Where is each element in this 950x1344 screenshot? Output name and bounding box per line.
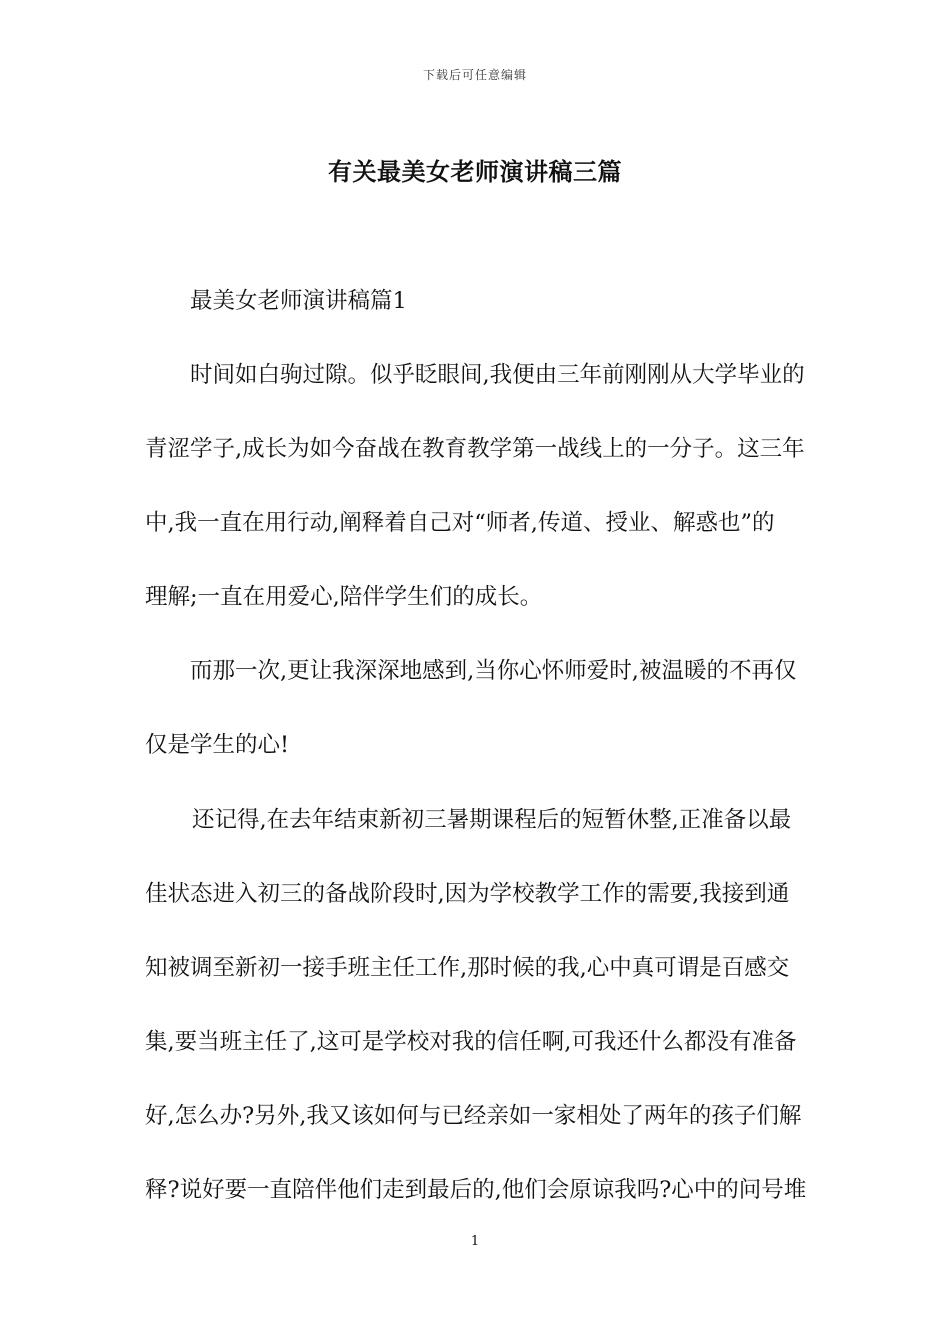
header-note: 下载后可任意编辑 <box>422 68 527 82</box>
document-title: 有关最美女老师演讲稿三篇 <box>328 157 622 186</box>
paragraph-line: 而那一次,更让我深深地感到,当你心怀师爱时,被温暖的不再仅 <box>190 658 797 684</box>
paragraph-line: 还记得,在去年结束新初三暑期课程后的短暂休整,正准备以最 <box>192 807 792 833</box>
paragraph-line: 释?说好要一直陪伴他们走到最后的,他们会原谅我吗?心中的问号堆 <box>145 1177 807 1203</box>
paragraph-line: 时间如白驹过隙。似乎眨眼间,我便由三年前刚刚从大学毕业的 <box>190 362 805 388</box>
section-heading: 最美女老师演讲稿篇1 <box>190 288 407 314</box>
page-number: 1 <box>470 1234 480 1249</box>
paragraph-line: 青涩学子,成长为如今奋战在教育教学第一战线上的一分子。这三年 <box>145 436 805 462</box>
paragraph-line: 理解;一直在用爱心,陪伴学生们的成长。 <box>145 584 543 610</box>
paragraph-line: 知被调至新初一接手班主任工作,那时候的我,心中真可谓是百感交 <box>145 955 790 981</box>
paragraph-line: 佳状态进入初三的备战阶段时,因为学校教学工作的需要,我接到通 <box>145 881 790 907</box>
paragraph-line: 中,我一直在用行动,阐释着自己对“师者,传道、授业、解惑也”的 <box>145 510 775 536</box>
paragraph-line: 集,要当班主任了,这可是学校对我的信任啊,可我还什么都没有准备 <box>145 1029 797 1055</box>
paragraph-line: 仅是学生的心! <box>145 732 290 758</box>
paragraph-line: 好,怎么办?另外,我又该如何与已经亲如一家相处了两年的孩子们解 <box>145 1103 802 1129</box>
